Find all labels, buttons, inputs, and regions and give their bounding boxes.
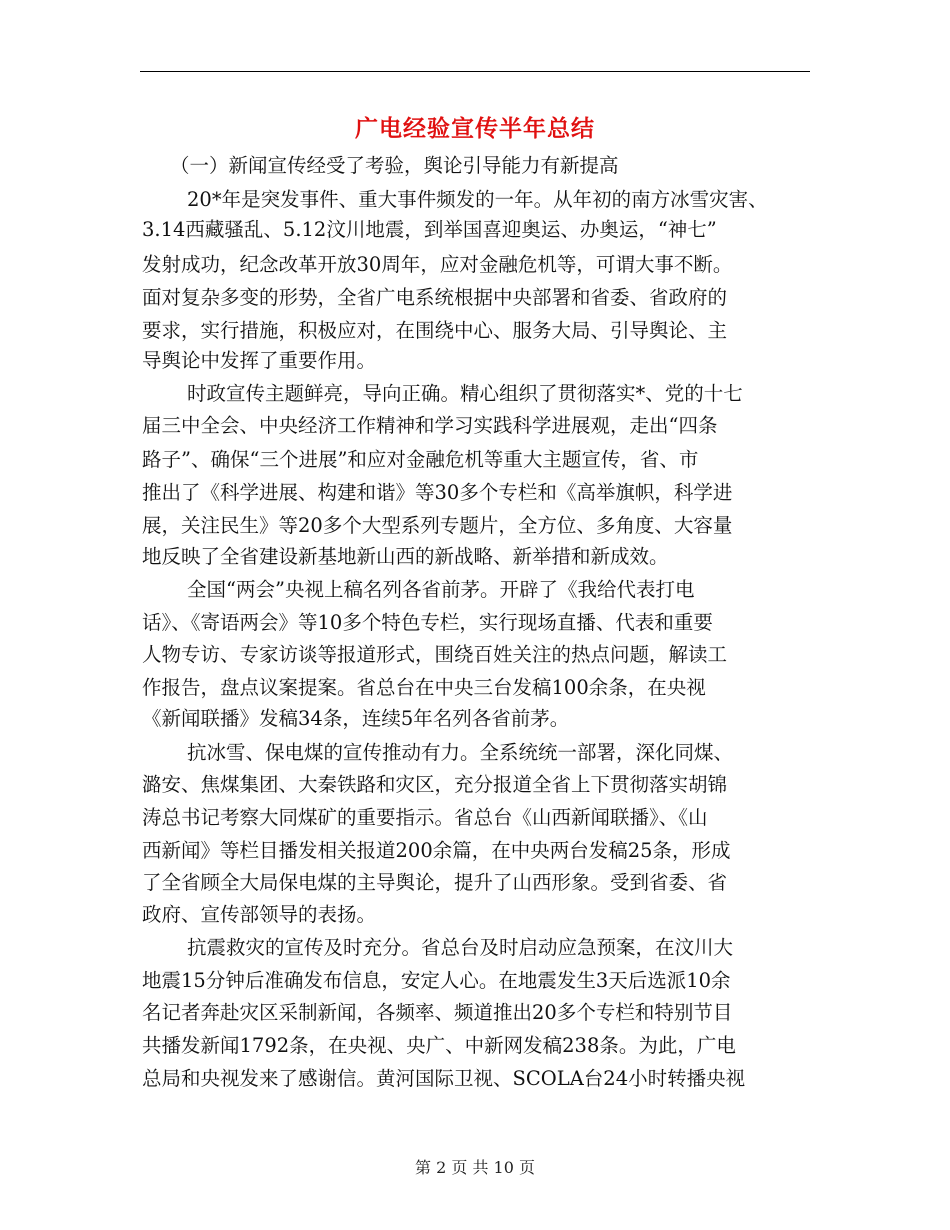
paragraph-line: 人物专访、专家访谈等报道形式，围绕百姓关注的热点问题，解读工 [142,643,728,666]
paragraph-line: 推出了《科学进展、构建和谐》等30多个专栏和《高举旗帜，科学进 [142,481,733,504]
paragraph-line: 潞安、焦煤集团、大秦铁路和灾区，充分报道全省上下贯彻落实胡锦 [142,773,728,796]
paragraph-line: 西新闻》等栏目播发相关报道200余篇，在中央两台发稿25条，形成 [142,839,731,862]
paragraph-line: 时政宣传主题鲜亮，导向正确。精心组织了贯彻落实*、党的十七 [187,382,743,405]
document-title: 广电经验宣传半年总结 [355,115,595,142]
paragraph-line: 名记者奔赴灾区采制新闻，各频率、频道推出20多个专栏和特别节目 [142,1001,733,1024]
paragraph-line: 面对复杂多变的形势，全省广电系统根据中央部署和省委、省政府的 [142,286,728,309]
paragraph-line: 抗冰雪、保电煤的宣传推动有力。全系统统一部署，深化同煤、 [187,741,734,764]
paragraph-line: 共播发新闻1792条，在央视、央广、中新网发稿238条。为此，广电 [142,1034,736,1057]
paragraph-line: 地反映了全省建设新基地新山西的新战略、新举措和新成效。 [142,545,669,568]
paragraph-line: 抗震救灾的宣传及时充分。省总台及时启动应急预案，在汶川大 [187,936,734,959]
paragraph-line: 届三中全会、中央经济工作精神和学习实践科学进展观，走出“四条 [142,414,718,437]
paragraph-line: 路子”、确保“三个进展”和应对金融危机等重大主题宣传，省、市 [142,448,699,471]
paragraph-line: 涛总书记考察大同煤矿的重要指示。省总台《山西新闻联播》、《山 [142,806,708,829]
paragraph-line: 政府、宣传部领导的表扬。 [142,903,377,926]
section-heading: （一）新闻宣传经受了考验，舆论引导能力有新提高 [170,154,619,177]
paragraph-line: 作报告，盘点议案提案。省总台在中央三台发稿100余条，在央视 [142,676,706,699]
paragraph-line: 3.14西藏骚乱、5.12汶川地震，到举国喜迎奥运、办奥运，“神七” [142,218,717,241]
paragraph-line: 20*年是突发事件、重大事件频发的一年。从年初的南方冰雪灾害、 [187,188,768,211]
paragraph-line: 《新闻联播》发稿34条，连续5年名列各省前茅。 [142,707,570,730]
paragraph-line: 总局和央视发来了感谢信。黄河国际卫视、SCOLA台24小时转播央视 [142,1067,746,1090]
header-rule [140,71,810,72]
page-footer: 第 2 页 共 10 页 [415,1158,535,1177]
paragraph-line: 全国“两会”央视上稿名列各省前茅。开辟了《我给代表打电 [187,578,695,601]
paragraph-line: 要求，实行措施，积极应对，在围绕中心、服务大局、引导舆论、主 [142,319,728,342]
paragraph-line: 地震15分钟后准确发布信息，安定人心。在地震发生3天后选派10余 [142,969,731,992]
paragraph-line: 发射成功，纪念改革开放30周年，应对金融危机等，可谓大事不断。 [142,253,733,276]
paragraph-line: 话》、《寄语两会》等10多个特色专栏，实行现场直播、代表和重要 [142,611,713,634]
paragraph-line: 导舆论中发挥了重要作用。 [142,349,377,372]
paragraph-line: 展，关注民生》等20多个大型系列专题片，全方位、多角度、大容量 [142,514,733,537]
paragraph-line: 了全省顾全大局保电煤的主导舆论，提升了山西形象。受到省委、省 [142,871,728,894]
